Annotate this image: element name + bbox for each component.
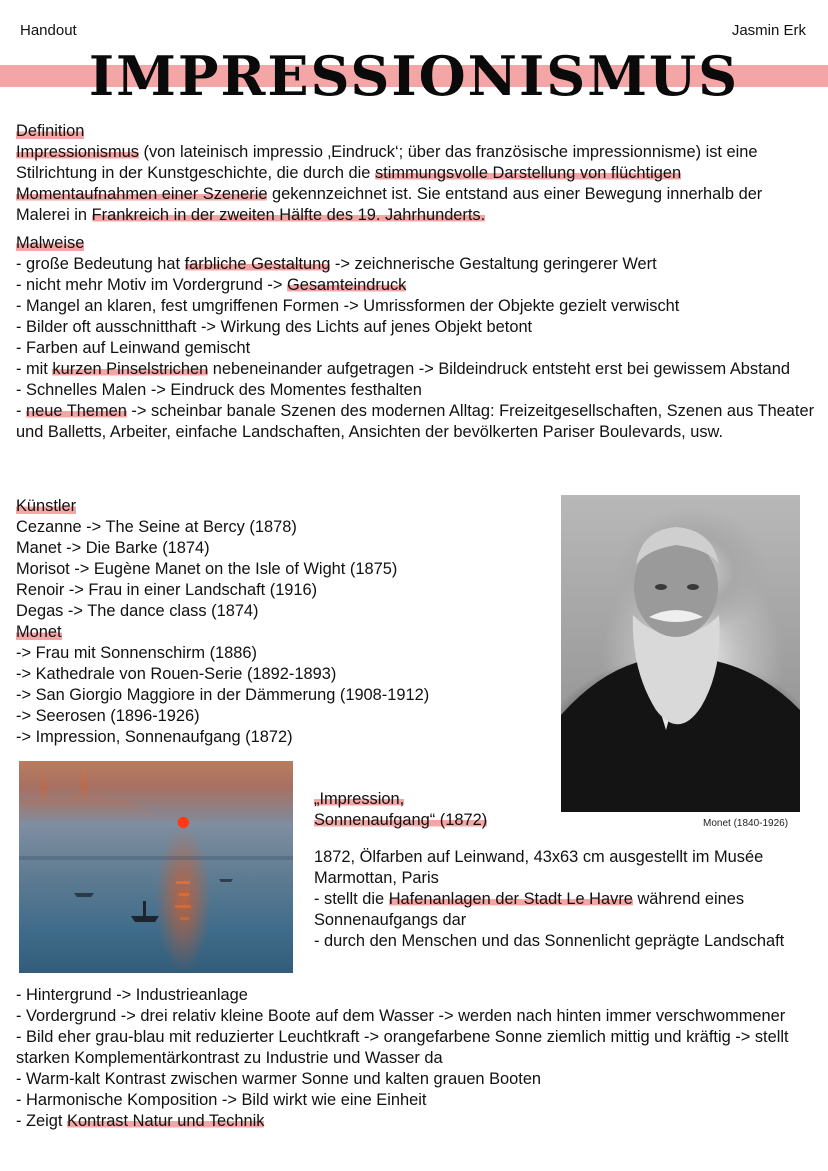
text-part: - große Bedeutung hat — [16, 255, 185, 273]
definition-highlight-1: stimmungsvolle Darstellung von flüchtigen Momentaufnahmen einer Szenerie — [16, 164, 682, 203]
text-part: - nicht mehr Motiv im Vordergrund -> — [16, 276, 287, 294]
analysis-item: - Harmonische Komposition -> Bild wirkt wie eine Einheit — [16, 1091, 427, 1109]
malweise-heading: Malweise — [16, 234, 85, 252]
malweise-item — [16, 254, 816, 275]
highlight: Kontrast Natur und Technik — [67, 1112, 265, 1130]
highlight: farbliche Gestaltung — [184, 255, 331, 273]
painting-desc-line: 1872, Ölfarben auf Leinwand, 43x63 cm ausgestellt im Musée Marmottan, Paris — [314, 848, 764, 887]
malweise-item — [16, 359, 816, 380]
monet-portrait-photo — [561, 495, 800, 812]
kuenstler-item: Morisot -> Eugène Manet on the Isle of Wight (1875) — [16, 560, 398, 578]
analysis-item — [16, 1111, 816, 1132]
highlight: Hafenanlagen der Stadt Le Havre — [388, 890, 633, 908]
malweise-item: - Farben auf Leinwand gemischt — [16, 339, 251, 357]
painting-title-line1: „Impression, — [314, 790, 405, 808]
painting-description — [314, 847, 814, 952]
definition-text-part: (von lateinisch impressio ‚Eindruck‘; über das französische impressionnisme) ist eine Stilrichtung in der Kunstgeschichte, die durch die — [16, 143, 758, 182]
portrait-illustration — [561, 495, 800, 812]
malweise-item — [16, 401, 816, 443]
text-part: während eines Sonnenaufgangs dar — [314, 890, 745, 929]
monet-item: -> San Giorgio Maggiore in der Dämmerung (1908-1912) — [16, 686, 430, 704]
definition-heading: Definition — [16, 122, 85, 140]
impression-sunrise-painting — [19, 761, 293, 973]
malweise-item: - Mangel an klaren, fest umgriffenen Formen -> Umrissformen der Objekte gezielt verwischt — [16, 297, 680, 315]
definition-text-part: gekennzeichnet ist. Sie entstand aus einer Bewegung innerhalb der Malerei in — [16, 185, 763, 224]
monet-item: -> Impression, Sonnenaufgang (1872) — [16, 728, 293, 746]
header-left: Handout — [20, 22, 77, 39]
section-analysis — [16, 985, 816, 1132]
analysis-item: - Vordergrund -> drei relativ kleine Boote auf dem Wasser -> werden nach hinten immer verschwommener — [16, 1007, 786, 1025]
definition-text — [16, 142, 816, 226]
analysis-item: - Hintergrund -> Industrieanlage — [16, 986, 248, 1004]
malweise-item: - Schnelles Malen -> Eindruck des Momentes festhalten — [16, 381, 422, 399]
kuenstler-item: Cezanne -> The Seine at Bercy (1878) — [16, 518, 297, 536]
painting-desc-line — [314, 889, 814, 931]
section-malweise — [16, 233, 816, 443]
header-right: Jasmin Erk — [731, 22, 806, 39]
definition-highlight-2: Frankreich in der zweiten Hälfte des 19. Jahrhunderts. — [91, 206, 486, 224]
definition-term: Impressionismus — [16, 143, 139, 161]
monet-item: -> Seerosen (1896-1926) — [16, 707, 200, 725]
kuenstler-item: Degas -> The dance class (1874) — [16, 602, 259, 620]
painting-desc-line: - durch den Menschen und das Sonnenlicht geprägte Landschaft — [314, 932, 785, 950]
monet-item: -> Frau mit Sonnenschirm (1886) — [16, 644, 257, 662]
text-part: - mit — [16, 360, 53, 378]
text-part: - — [16, 402, 27, 420]
text-part: -> scheinbar banale Szenen des modernen Alltag: Freizeitgesellschaften, Szenen aus Theater und Balletts, Arbeiter, einfache Landschaften, Ansichten der bevölkerten Pariser Boulevards, usw. — [16, 402, 815, 441]
text-part: nebeneinander aufgetragen -> Bildeindruck entsteht erst bei gewissem Abstand — [208, 360, 791, 378]
monet-item: -> Kathedrale von Rouen-Serie (1892-1893) — [16, 665, 337, 683]
highlight: Gesamteindruck — [287, 276, 407, 294]
analysis-item: - Bild eher grau-blau mit reduzierter Leuchtkraft -> orangefarbene Sonne ziemlich mittig und kräftig -> stellt starken Komplementärkontrast zu Industrie und Wasser da — [16, 1028, 789, 1067]
analysis-item: - Warm-kalt Kontrast zwischen warmer Sonne und kalten grauen Booten — [16, 1070, 542, 1088]
text-part: -> zeichnerische Gestaltung geringerer Wert — [330, 255, 657, 273]
painting-title-year: (1872) — [435, 811, 488, 829]
text-part: - stellt die — [314, 890, 389, 908]
malweise-item: - Bilder oft ausschnitthaft -> Wirkung des Lichts auf jenes Objekt betont — [16, 318, 533, 336]
page-title: IMPRESSIONISMUS — [88, 44, 740, 108]
monet-heading: Monet — [16, 623, 62, 641]
painting-title — [314, 789, 574, 831]
section-kuenstler — [16, 496, 556, 748]
kuenstler-item: Manet -> Die Barke (1874) — [16, 539, 210, 557]
kuenstler-item: Renoir -> Frau in einer Landschaft (1916) — [16, 581, 318, 599]
highlight: kurzen Pinselstrichen — [52, 360, 209, 378]
kuenstler-heading: Künstler — [16, 497, 77, 515]
section-definition — [16, 121, 816, 226]
malweise-item — [16, 275, 816, 296]
painting-title-line2: Sonnenaufgang“ — [314, 811, 436, 829]
painting-illustration — [19, 761, 293, 973]
text-part: - Zeigt — [16, 1112, 68, 1130]
portrait-caption: Monet (1840-1926) — [703, 818, 789, 829]
highlight: neue Themen — [26, 402, 127, 420]
